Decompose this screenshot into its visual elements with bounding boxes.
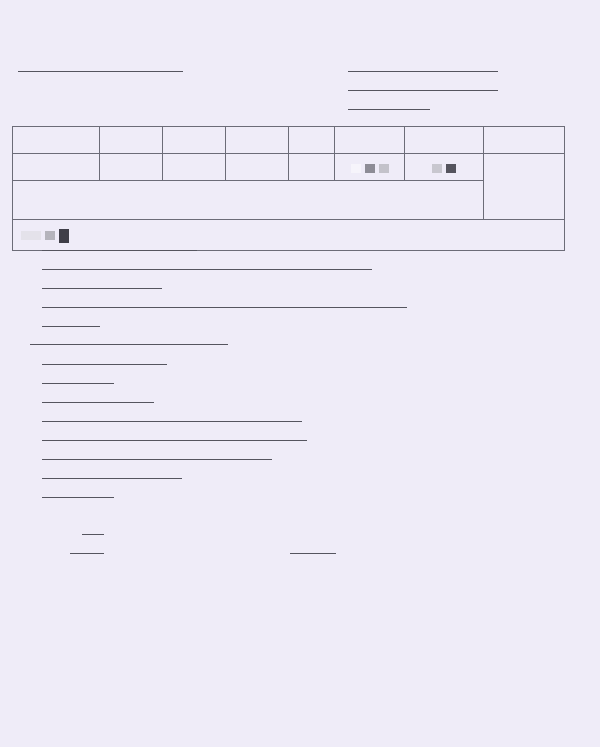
table-row <box>13 154 565 181</box>
clause-fill <box>42 383 114 384</box>
col-header <box>335 127 405 154</box>
clause-13 <box>30 448 272 464</box>
sign-place-value <box>348 90 498 91</box>
clause-fill <box>42 250 197 251</box>
col-header <box>226 127 289 154</box>
col-header <box>484 127 565 154</box>
sign-month <box>382 109 406 110</box>
redaction-block <box>379 164 389 173</box>
col-header <box>289 127 335 154</box>
seller-name <box>18 71 183 72</box>
clause-fill <box>42 269 372 270</box>
sign-place-row <box>348 80 498 94</box>
clause-5 <box>30 296 407 312</box>
clause-fill <box>42 421 302 422</box>
clause-11 <box>30 410 302 426</box>
cell-quantity <box>289 154 335 181</box>
clause-fill <box>82 534 104 535</box>
cell-unit <box>226 154 289 181</box>
clause-8 <box>30 353 167 369</box>
clause-16-option2 <box>290 543 336 557</box>
cell-total-price-redacted <box>405 154 484 181</box>
col-header <box>163 127 226 154</box>
clause-4 <box>30 277 162 293</box>
clause-16-option1 <box>70 543 104 557</box>
clause-16-line1 <box>30 505 42 521</box>
redaction-block <box>365 164 375 173</box>
clause-fill <box>42 326 100 327</box>
clause-7 <box>30 334 228 348</box>
redaction-block <box>432 164 442 173</box>
col-header <box>100 127 163 154</box>
remark-text <box>13 181 484 220</box>
clause-10 <box>30 391 154 407</box>
clause-14 <box>30 467 182 483</box>
sign-year <box>348 109 382 110</box>
clause-6 <box>30 315 100 331</box>
clause-12 <box>30 429 307 445</box>
sign-time-row <box>348 99 430 113</box>
clause-fill <box>42 497 114 498</box>
clause-9 <box>30 372 114 388</box>
redaction-block <box>351 164 361 173</box>
cell-name <box>13 154 100 181</box>
redaction-block <box>446 164 456 173</box>
cell-model <box>100 154 163 181</box>
clause-fill <box>30 344 228 345</box>
col-header <box>405 127 484 154</box>
clause-2 <box>30 239 197 255</box>
clause-fill <box>70 553 104 554</box>
table-header-row <box>13 127 565 154</box>
contract-no-row <box>348 61 498 75</box>
clause-fill <box>42 478 182 479</box>
clause-16-line2 <box>82 524 104 538</box>
cell-unit-price-redacted <box>335 154 405 181</box>
clause-fill <box>42 288 162 289</box>
remark-row <box>13 181 565 220</box>
clause-15 <box>30 486 114 502</box>
clause-fill <box>290 553 336 554</box>
col-header <box>13 127 100 154</box>
clause-fill <box>42 364 167 365</box>
clause-fill <box>42 402 154 403</box>
cell-delivery <box>484 154 565 220</box>
cell-manufacturer <box>163 154 226 181</box>
contract-no-value <box>348 71 498 72</box>
seller-header <box>18 61 183 75</box>
clause-3 <box>30 258 372 274</box>
sign-day <box>406 109 430 110</box>
clause-fill <box>42 459 272 460</box>
clause-fill <box>42 440 307 441</box>
clause-fill <box>42 307 407 308</box>
goods-table <box>12 126 565 251</box>
